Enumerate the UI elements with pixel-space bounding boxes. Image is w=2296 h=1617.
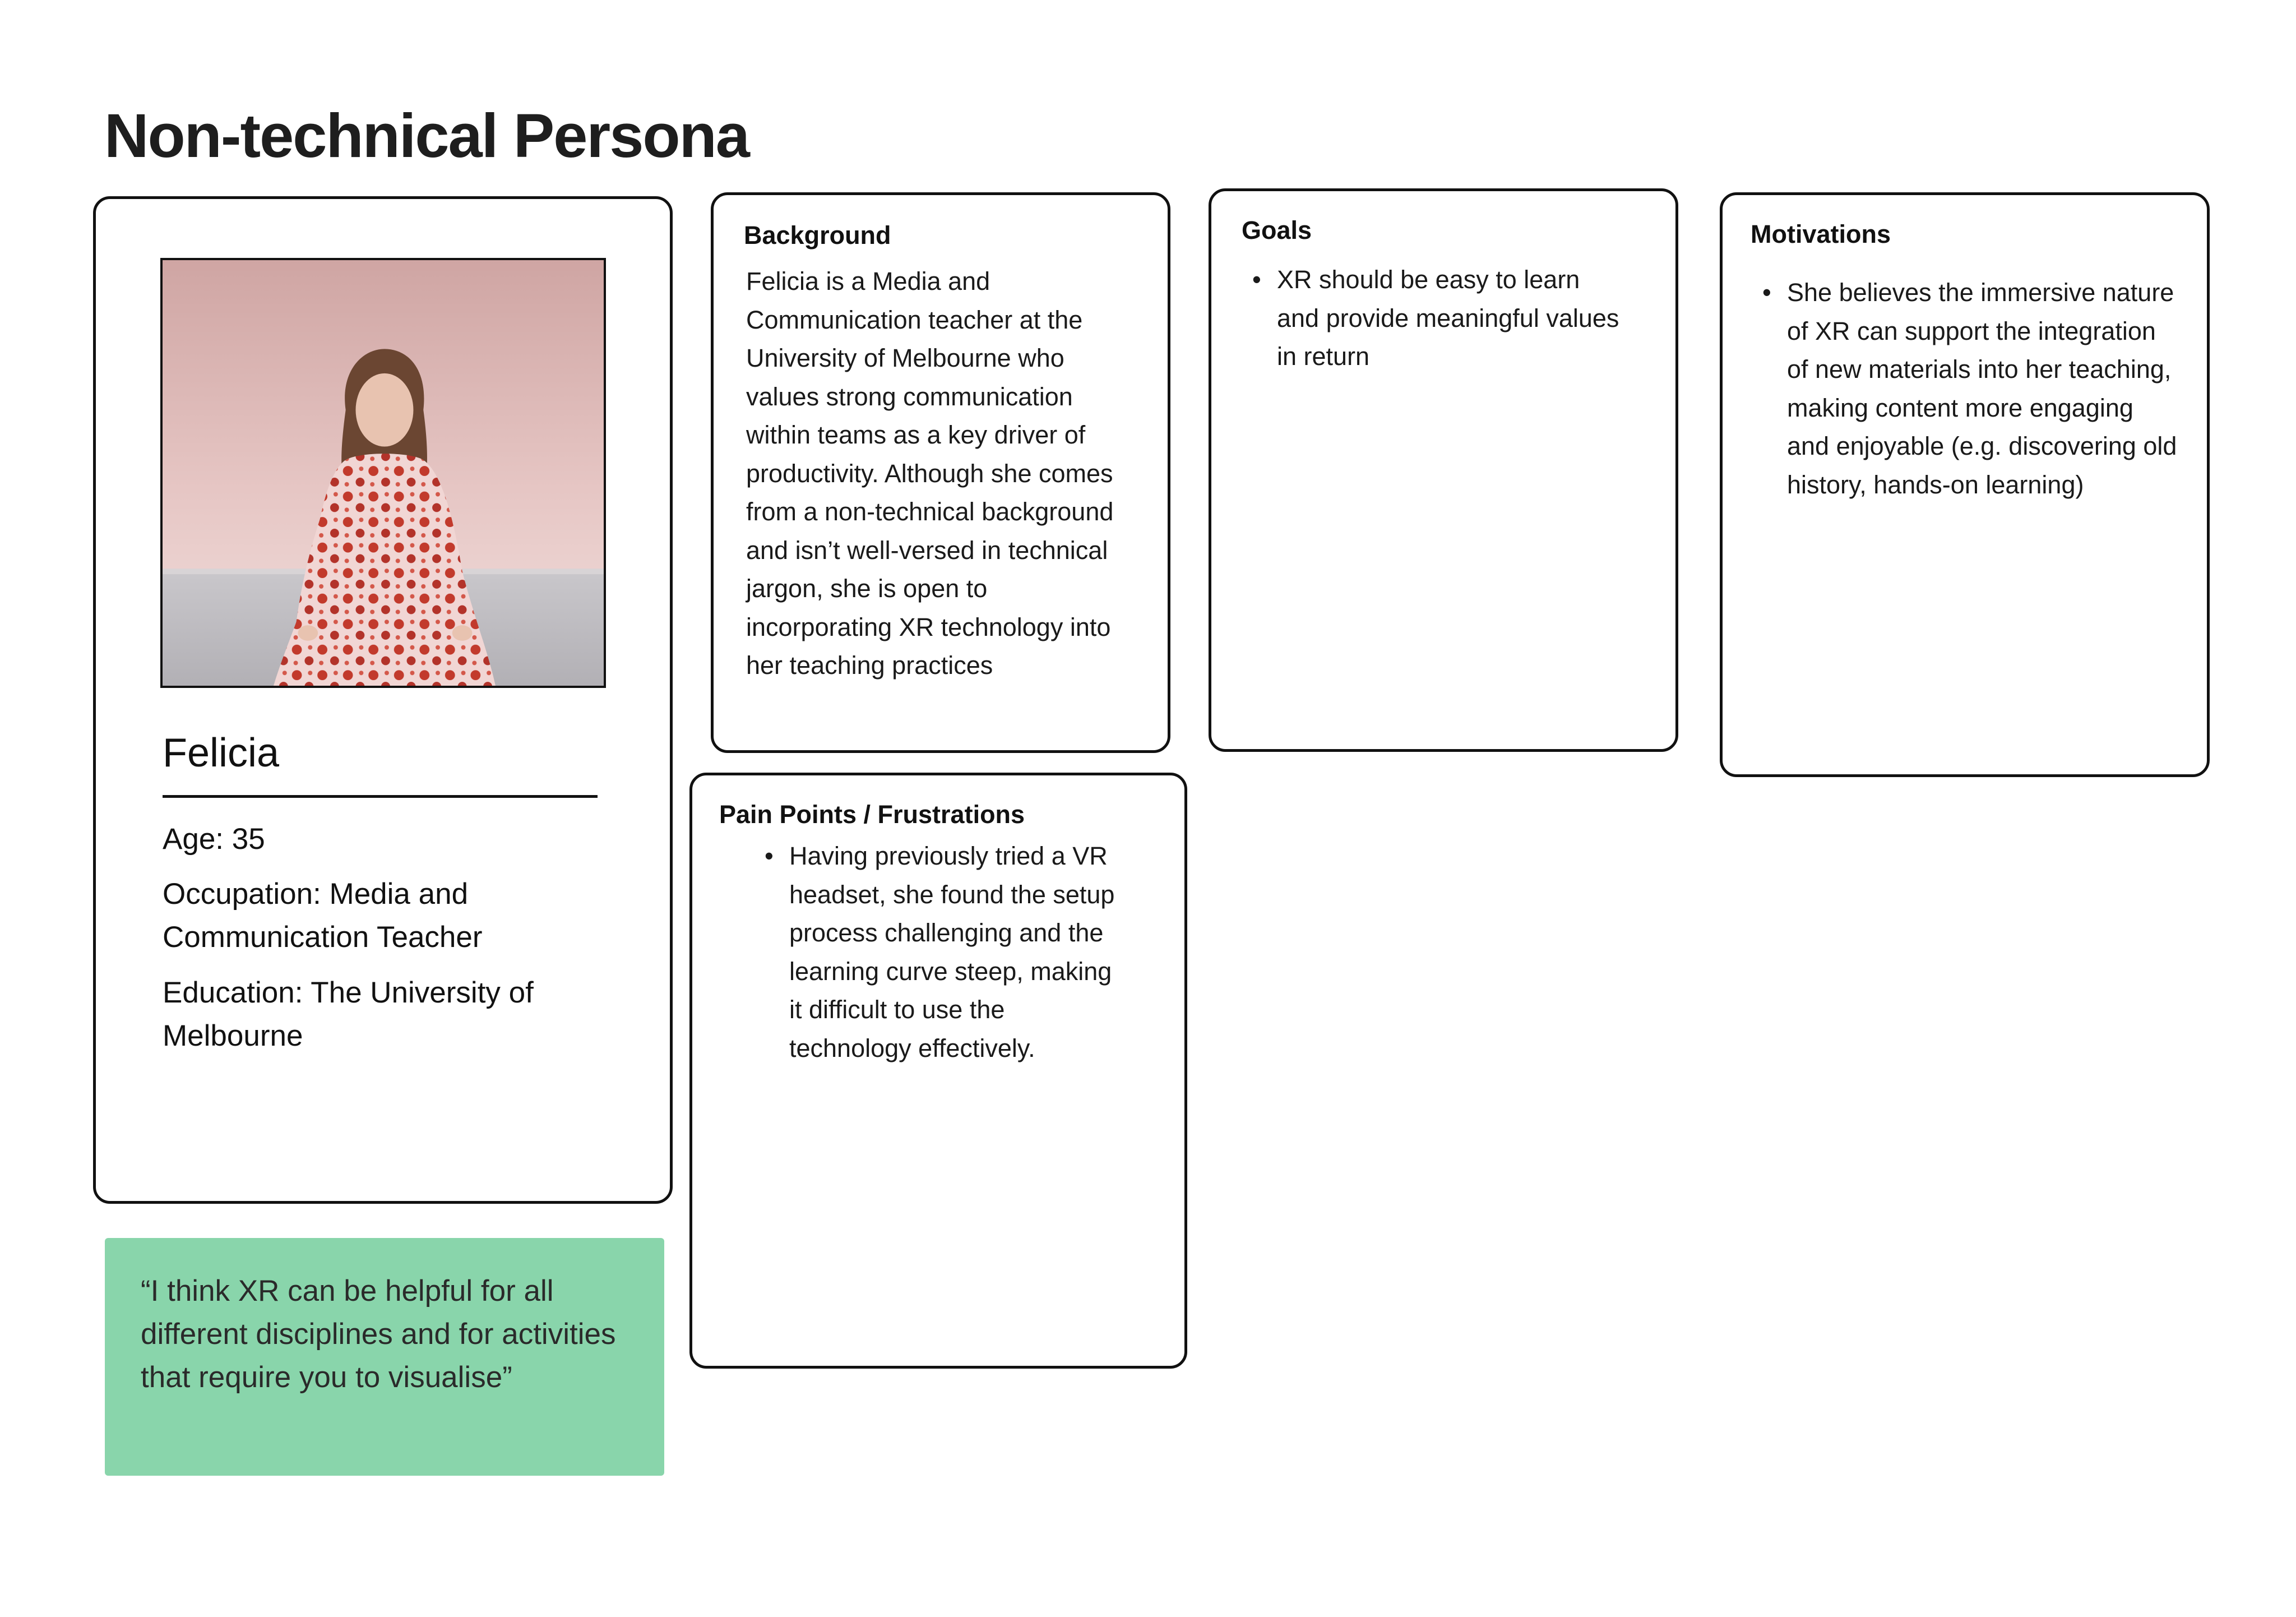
page-title: Non-technical Persona <box>104 101 749 170</box>
list-item: • She believes the immersive nature of XR can support the integration of new materials into her teaching, making content more engaging and enjoyable (e.g. discovering old history, hands-on learning) <box>1787 274 2179 504</box>
bullet-icon: • <box>1762 278 1771 307</box>
persona-education: Education: The University of Melbourne <box>163 976 534 1052</box>
list-item: • Having previously tried a VR headset, she found the setup process challenging and the learning curve steep, making it difficult to use the technology effectively. <box>789 837 1126 1068</box>
motivations-card <box>1720 192 2210 777</box>
persona-photo <box>160 258 606 688</box>
persona-occupation: Occupation: Media and Communication Teacher <box>163 877 483 954</box>
quote-text: “I think XR can be helpful for all different disciplines and for activities that require you to visualise” <box>141 1274 616 1394</box>
bullet-icon: • <box>765 842 774 870</box>
persona-quote <box>105 1238 664 1476</box>
pain-points-list <box>765 837 1126 1068</box>
motivations-title: Motivations <box>1751 220 1891 248</box>
motivations-list <box>1762 274 2179 504</box>
name-divider <box>163 795 598 798</box>
persona-photo-illustration <box>163 260 604 686</box>
background-title: Background <box>744 221 891 250</box>
pain-points-card <box>689 773 1187 1369</box>
bullet-icon: • <box>1252 265 1261 294</box>
goals-card <box>1209 188 1678 752</box>
background-text: Felicia is a Media and Communication teacher at the University of Melbourne who values strong communication within teams as a key driver of productivity. Although she comes from a non-technical background and isn’t well-versed in technical jargon, she is open to incorporating XR technology into her teaching practices <box>746 267 1114 680</box>
pain-points-title: Pain Points / Frustrations <box>719 800 1025 829</box>
persona-age: Age: 35 <box>163 823 265 856</box>
persona-name: Felicia <box>163 731 280 775</box>
goals-list <box>1252 261 1624 376</box>
goals-title: Goals <box>1242 216 1312 244</box>
background-card <box>711 192 1170 753</box>
list-item: • XR should be easy to learn and provide meaningful values in return <box>1277 261 1624 376</box>
